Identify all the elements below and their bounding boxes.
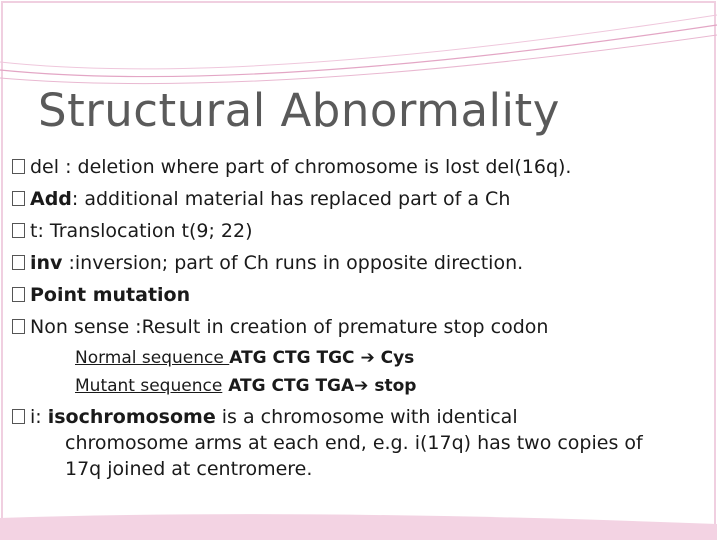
normal-sequence-label: Normal sequence [75, 348, 230, 368]
mutant-sequence-label: Mutant sequence [75, 376, 223, 396]
box-bullet-icon [12, 223, 25, 238]
normal-sequence-line [75, 347, 414, 369]
bullet-del [12, 155, 571, 179]
bullet-text: is a chromosome with identical [215, 406, 518, 428]
arrow-right-icon: ➔ [354, 376, 369, 396]
bullet-separator: : [35, 406, 48, 428]
bullet-inversion [12, 251, 523, 275]
bullet-term: inv [30, 252, 63, 274]
bullet-term: del [30, 156, 60, 178]
mutant-sequence-codons: ATG CTG TGA [222, 376, 355, 396]
normal-sequence-codons: ATG CTG TGC [229, 348, 361, 368]
bullet-term: Point mutation [30, 284, 191, 306]
arrow-right-icon: ➔ [360, 348, 375, 368]
bullet-point-mutation [12, 283, 190, 307]
bullet-text: :Result in creation of premature stop codon [129, 316, 549, 338]
isochromosome-line-3: 17q joined at centromere. [65, 458, 313, 480]
box-bullet-icon [12, 255, 25, 270]
bullet-term: Add [30, 188, 72, 210]
bullet-translocation [12, 219, 253, 243]
bullet-bold-term: isochromosome [47, 406, 216, 428]
bullet-term: t [30, 220, 38, 242]
mutant-sequence-result: stop [368, 376, 417, 396]
bullet-isochromosome [12, 405, 518, 429]
bullet-term: i [30, 406, 36, 428]
bullet-text: : deletion where part of chromosome is lost del(16q). [59, 156, 572, 178]
box-bullet-icon [12, 319, 25, 334]
isochromosome-line-2: chromosome arms at each end, e.g. i(17q) has two copies of [65, 432, 643, 454]
mutant-sequence-line [75, 375, 416, 397]
bullet-text: : Translocation t(9; 22) [37, 220, 253, 242]
box-bullet-icon [12, 159, 25, 174]
normal-sequence-result: Cys [374, 348, 415, 368]
bullet-text: :inversion; part of Ch runs in opposite direction. [62, 252, 524, 274]
box-bullet-icon [12, 287, 25, 302]
box-bullet-icon [12, 409, 25, 424]
slide-title: Structural Abnormality [38, 84, 560, 137]
bullet-term: Non sense [30, 316, 130, 338]
decorative-curve-3 [0, 15, 717, 69]
box-bullet-icon [12, 191, 25, 206]
decorative-footer-band [0, 514, 717, 540]
bullet-nonsense [12, 315, 548, 339]
bullet-add [12, 187, 510, 211]
bullet-text: : additional material has replaced part of a Ch [71, 188, 511, 210]
